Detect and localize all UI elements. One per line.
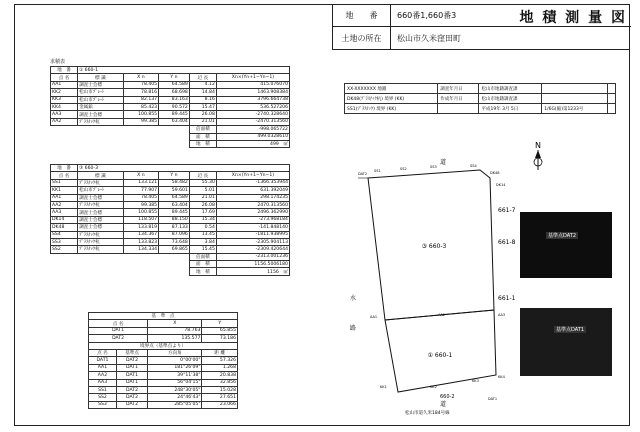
footer-row	[51, 268, 290, 275]
stamp-cell	[542, 84, 608, 94]
table-row	[51, 81, 290, 88]
footer-value: -998.065722	[216, 126, 289, 133]
lot-row	[51, 67, 290, 74]
table-cell: 77.907	[123, 187, 158, 194]
table-cell: 3.84	[189, 238, 216, 245]
table-cell: 21.01	[189, 118, 216, 125]
stamp-cell: 調査年月日	[438, 84, 479, 94]
table-cell: 631.392049	[216, 187, 289, 194]
table-row	[89, 372, 238, 379]
table-cell: 0°00'00"	[148, 357, 202, 364]
column-header: X n	[123, 172, 158, 179]
table-cell: 415.076070	[216, 81, 289, 88]
table-cell: 調査士会標	[78, 111, 124, 118]
table-cell: AA3	[51, 111, 78, 118]
footer-row	[51, 140, 290, 147]
table-cell: 58.482	[159, 179, 190, 186]
table-cell: 134.334	[123, 246, 158, 253]
table-cell: AA2	[89, 372, 117, 379]
table-cell: DAT1	[116, 372, 147, 379]
footer-label: 地 積	[189, 140, 216, 147]
table-cell: DAT2	[116, 401, 147, 408]
table-row	[89, 335, 238, 342]
table-cell: SS4	[51, 231, 78, 238]
table-cell: 調査士会標	[78, 81, 124, 88]
table-cell: 99.385	[123, 118, 158, 125]
table-cell: KK2	[51, 89, 78, 96]
table-cell: 27.651	[202, 394, 238, 401]
neighbor-661-8: 661-8	[498, 239, 516, 246]
lot-label: 地 番	[333, 4, 391, 26]
table-cell: 89.445	[159, 209, 190, 216]
footer-value: 499.0328610	[216, 133, 289, 140]
table-row	[51, 216, 290, 223]
column-header: 辺 長	[189, 74, 216, 81]
table-cell: DAT1	[89, 357, 117, 364]
point-kk3: KK3	[472, 379, 479, 383]
table-cell: 55.30	[189, 179, 216, 186]
footer-value: 1156.5006180	[216, 261, 289, 268]
blank-cell	[51, 261, 190, 268]
footer-label: 倍面積	[189, 126, 216, 133]
point-kk1: KK1	[380, 385, 387, 389]
table-cell: 133.121	[123, 179, 158, 186]
table-row	[51, 89, 290, 96]
point-dat1: DAT1	[488, 397, 498, 401]
table-cell: AA2	[51, 201, 78, 208]
table-cell: 松山市ﾌﾟﾚｰﾄ	[78, 96, 124, 103]
stamp-cell	[542, 94, 608, 104]
table-cell: 26.08	[189, 111, 216, 118]
stamp-row	[345, 94, 616, 104]
table-row	[51, 118, 290, 125]
table-cell: AA2	[51, 118, 78, 125]
table-cell: 調査士会標	[78, 209, 124, 216]
lot-row	[333, 4, 631, 27]
table-cell: 83.163	[159, 96, 190, 103]
location-value: 松山市久米窪田町	[397, 34, 461, 43]
table-cell: 99.385	[123, 201, 158, 208]
table-cell: KK3	[51, 96, 78, 103]
table-cell: 15.47	[189, 103, 216, 110]
lot-label-cell: 地 番	[51, 165, 78, 172]
point-dk48: DK48	[490, 171, 500, 175]
table-cell: KK1	[51, 187, 78, 194]
table-cell: 松山市ﾌﾟﾚｰﾄ	[78, 187, 124, 194]
table-cell: ﾌﾟﾗｽﾁｯｸ杭	[78, 179, 124, 186]
column-header: X n	[123, 74, 158, 81]
column-header: 点 名	[89, 320, 148, 327]
table-cell: -141.848140	[216, 224, 289, 231]
table-cell: DAT1	[116, 379, 147, 386]
table-cell: -2470.313560	[216, 118, 289, 125]
lot-label-cell: 地 番	[51, 67, 78, 74]
table-cell: 78.405	[123, 81, 158, 88]
table-cell: 64.589	[159, 81, 190, 88]
table-cell: 39°11'38"	[148, 372, 202, 379]
footer-row	[51, 253, 290, 260]
table-cell: SS1	[89, 386, 117, 393]
photo-dat1	[520, 308, 612, 376]
table-cell: DAT2	[116, 386, 147, 393]
table-row	[89, 394, 238, 401]
table-cell: SS3	[89, 401, 117, 408]
table-cell: 3796.664738	[216, 96, 289, 103]
header-row	[51, 172, 290, 179]
table-row	[51, 224, 290, 231]
street-label: 松山市道久米184号線	[405, 411, 450, 416]
table-cell: 64.589	[159, 194, 190, 201]
table-cell: AA1	[51, 194, 78, 201]
column-header: 点 名	[51, 74, 78, 81]
table-cell: 15.34	[189, 216, 216, 223]
column-header: 標 識	[78, 172, 124, 179]
footer-label: 面 積	[189, 261, 216, 268]
lot-value-cell: ③ 660-3	[78, 165, 290, 172]
column-header: Y n	[159, 74, 190, 81]
area-table-660-3	[50, 164, 290, 276]
table-cell: 133.819	[123, 224, 158, 231]
table-cell: 21.01	[189, 194, 216, 201]
stamp-cell	[608, 84, 616, 94]
column-header: 点 名	[89, 349, 117, 356]
title-block	[332, 4, 630, 50]
point-kk4: KK4	[498, 375, 505, 379]
table-cell: KK4	[51, 103, 78, 110]
stamp-cell: 1/6G(縮)第1233号	[542, 104, 608, 114]
table-row	[89, 379, 238, 386]
stamp-cell: 平成19年 3月 5日	[479, 104, 542, 114]
table-cell: 100.855	[123, 209, 158, 216]
footer-row	[51, 261, 290, 268]
table-cell: 調査士会標	[78, 194, 124, 201]
table-cell: 69.865	[159, 246, 190, 253]
table-cell: ﾌﾟﾗｽﾁｯｸ杭	[78, 246, 124, 253]
table-cell: 5.01	[189, 187, 216, 194]
table-cell: 133.823	[123, 238, 158, 245]
column-header: 方向角	[148, 349, 202, 356]
column-header: 基準点	[116, 349, 147, 356]
table-cell: 15.45	[189, 246, 216, 253]
parcel-660-3-label: ③ 660-3	[421, 243, 447, 250]
table-cell: DAT1	[116, 364, 147, 371]
table-row	[51, 246, 290, 253]
neighbor-661-7: 661-7	[498, 207, 516, 214]
road-bottom-label: 道	[440, 401, 447, 408]
stamp-cell: XX-XXXXXXX 地籍	[345, 84, 438, 94]
table-cell: DK48	[51, 224, 78, 231]
stamp-cell: 松山市地籍調査課	[479, 94, 542, 104]
stamp-cell: 作成年月日	[438, 94, 479, 104]
table-cell: 17.69	[189, 209, 216, 216]
column-header: Y n	[159, 172, 190, 179]
table-row	[51, 103, 290, 110]
table-cell: 89.445	[159, 111, 190, 118]
table-cell: 4.12	[189, 81, 216, 88]
table-row	[89, 327, 238, 334]
table-cell: 57.326	[202, 357, 238, 364]
table-cell: ﾌﾟﾗｽﾁｯｸ杭	[78, 231, 124, 238]
table-cell: 536.527206	[216, 103, 289, 110]
table-cell: 181°26'09"	[148, 364, 202, 371]
table-cell: 63.404	[159, 118, 190, 125]
stamp-cell: DK48(ﾌﾟﾗｽﾁｯｸ杭) 境界 (KK)	[345, 94, 438, 104]
column-header: Y	[202, 320, 238, 327]
photo-dat2	[520, 212, 612, 278]
point-dat2: DAT2	[358, 172, 368, 176]
footer-label: 面 積	[189, 133, 216, 140]
table-cell: 14.84	[189, 89, 216, 96]
table-cell: 100.855	[123, 111, 158, 118]
point-ss1: SS1	[374, 169, 381, 173]
footer-value: 499 ㎡	[216, 140, 289, 147]
table-row	[89, 401, 238, 408]
table-cell: DAT2	[89, 335, 148, 342]
column-header: Xn×(Yn+1−Yn−1)	[216, 172, 289, 179]
table-cell: -2740.328640	[216, 111, 289, 118]
point-ss4: SS4	[470, 164, 477, 168]
table-cell: 73.648	[159, 238, 190, 245]
location-label: 土地の所在	[333, 27, 391, 50]
table-cell: 135.577	[148, 335, 202, 342]
north-arrow	[528, 140, 548, 176]
reference-point-table	[88, 312, 238, 409]
table-cell: 2496.362990	[216, 209, 289, 216]
area-table-660-1	[50, 58, 290, 148]
table-cell: 78.405	[123, 194, 158, 201]
lot-660-2-label: 660-2	[440, 394, 455, 400]
table-cell: AA3	[51, 209, 78, 216]
neighbor-661-1: 661-1	[498, 295, 516, 302]
table-cell: 2470.313560	[216, 201, 289, 208]
table-cell: 1463.908384	[216, 89, 289, 96]
table-cell: 8.16	[189, 96, 216, 103]
table-row	[51, 111, 290, 118]
table-cell: 26.08	[189, 201, 216, 208]
certification-table	[344, 83, 616, 115]
table-cell: SS2	[51, 246, 78, 253]
footer-row	[51, 126, 290, 133]
table-cell: 松山市ﾌﾟﾚｰﾄ	[78, 89, 124, 96]
table-cell: 87.096	[159, 231, 190, 238]
table-cell: ﾌﾟﾗｽﾁｯｸ杭	[78, 201, 124, 208]
table-cell: DAT1	[89, 327, 148, 334]
table-cell: DAT2	[116, 394, 147, 401]
column-header: X	[148, 320, 202, 327]
photo-dat2-caption: 基準点DAT2	[548, 233, 577, 239]
footer-label: 地 積	[189, 268, 216, 275]
footer-label: 倍面積	[189, 253, 216, 260]
table-cell: 88.150	[159, 216, 190, 223]
location-row	[333, 27, 631, 50]
stamp-row	[345, 104, 616, 114]
footer-row	[51, 133, 290, 140]
stamp-cell	[608, 104, 616, 114]
point-aa1: AA1	[370, 315, 378, 319]
table-cell: 調査士会標	[78, 216, 124, 223]
table-cell: 118.507	[123, 216, 158, 223]
lot-value-cell: ① 660-1	[78, 67, 290, 74]
table-cell: AA3	[89, 379, 117, 386]
table-cell: SS3	[51, 238, 78, 245]
parcel-map	[330, 120, 530, 420]
table-cell: 20.838	[202, 372, 238, 379]
point-aa2: AA2	[438, 313, 446, 317]
table-cell: ﾌﾟﾗｽﾁｯｸ杭	[78, 238, 124, 245]
blank-cell	[51, 253, 190, 260]
table-cell: 87.133	[159, 224, 190, 231]
point-ss2: SS2	[400, 167, 407, 171]
table-cell: 13.45	[189, 231, 216, 238]
table1-title: 求積表	[50, 59, 66, 65]
table-cell: -1366.353944	[216, 179, 289, 186]
table-cell: DAT2	[116, 357, 147, 364]
table-row	[51, 201, 290, 208]
table-cell: 248°30'05"	[148, 386, 202, 393]
lot-value: 660番1,660番3	[397, 10, 457, 20]
column-header: 標 識	[78, 74, 124, 81]
table-row	[89, 364, 238, 371]
table-cell: 78.763	[148, 327, 202, 334]
table-cell: 82.137	[123, 96, 158, 103]
table-row	[89, 357, 238, 364]
table-row	[51, 209, 290, 216]
table-cell: 285°05'05"	[148, 401, 202, 408]
header-row	[51, 74, 290, 81]
footer-value: 1156 ㎡	[216, 268, 289, 275]
table-cell: 63.404	[159, 201, 190, 208]
table-cell: 24°46'43"	[148, 394, 202, 401]
stamp-cell: 松山市地籍調査課	[479, 84, 542, 94]
table-cell: SS2	[89, 394, 117, 401]
blank-cell	[51, 140, 190, 147]
table-row	[51, 187, 290, 194]
point-ss3: SS3	[430, 165, 437, 169]
photo-dat1-caption: 基準点DAT1	[556, 327, 585, 333]
table-cell: -2305.904113	[216, 238, 289, 245]
table-cell: 23.066	[202, 401, 238, 408]
waterway-label: 水	[350, 295, 357, 302]
subtable-title: 境界点（基準点より）	[89, 342, 238, 349]
table-cell: 90.572	[159, 103, 190, 110]
table-cell: 金属鋲	[78, 103, 124, 110]
table-row	[51, 96, 290, 103]
point-aa3: AA3	[498, 313, 506, 317]
footer-value: -2313.001236	[216, 253, 289, 260]
table-cell: 78.816	[123, 89, 158, 96]
column-header: 点 名	[51, 172, 78, 179]
stamp-cell	[608, 94, 616, 104]
table-cell: 68.698	[159, 89, 190, 96]
table-row	[51, 238, 290, 245]
table-cell: -2309.420644	[216, 246, 289, 253]
table-cell: AA1	[51, 81, 78, 88]
table-cell: 298.174235	[216, 194, 289, 201]
table-row	[51, 179, 290, 186]
table-cell: 1.268	[202, 364, 238, 371]
north-label: N	[535, 141, 541, 150]
table-cell: SS1	[51, 179, 78, 186]
document-title: 地 積 測 量 図	[519, 10, 627, 26]
table-cell: -273.968184	[216, 216, 289, 223]
waterway-label-2: 路	[350, 325, 357, 332]
point-dk14: DK14	[496, 183, 506, 187]
column-header: Xn×(Yn+1−Yn−1)	[216, 74, 289, 81]
reference-title: 基 準 点	[89, 313, 238, 320]
table-cell: 15.028	[202, 386, 238, 393]
parcel-660-1-label: ① 660-1	[427, 352, 453, 359]
stamp-cell	[438, 104, 479, 114]
blank-cell	[51, 133, 190, 140]
table-cell: ﾌﾟﾗｽﾁｯｸ杭	[78, 118, 124, 125]
table-cell: 85.423	[123, 103, 158, 110]
table-cell: 0.54	[189, 224, 216, 231]
table-cell: 32.856	[202, 379, 238, 386]
table-row	[89, 386, 238, 393]
blank-cell	[51, 126, 190, 133]
table-cell: -1811.938995	[216, 231, 289, 238]
stamp-row	[345, 84, 616, 94]
table-cell: 65.855	[202, 327, 238, 334]
lot-row	[51, 165, 290, 172]
table-cell: 56°04'15"	[148, 379, 202, 386]
stamp-cell: SS1(ﾌﾟﾗｽﾁｯｸ) 境界 (KK)	[345, 104, 438, 114]
column-header: 辺 長	[189, 172, 216, 179]
table-row	[51, 231, 290, 238]
blank-cell	[51, 268, 190, 275]
road-top-label: 道	[440, 159, 447, 166]
column-header: 距 離	[202, 349, 238, 356]
table-cell: 73.186	[202, 335, 238, 342]
table-cell: DK14	[51, 216, 78, 223]
table-cell: 59.601	[159, 187, 190, 194]
table-cell: 調査士会標	[78, 224, 124, 231]
point-kk2: KK2	[430, 385, 437, 389]
table-row	[51, 194, 290, 201]
table-cell: 134.367	[123, 231, 158, 238]
table-cell: AA1	[89, 364, 117, 371]
